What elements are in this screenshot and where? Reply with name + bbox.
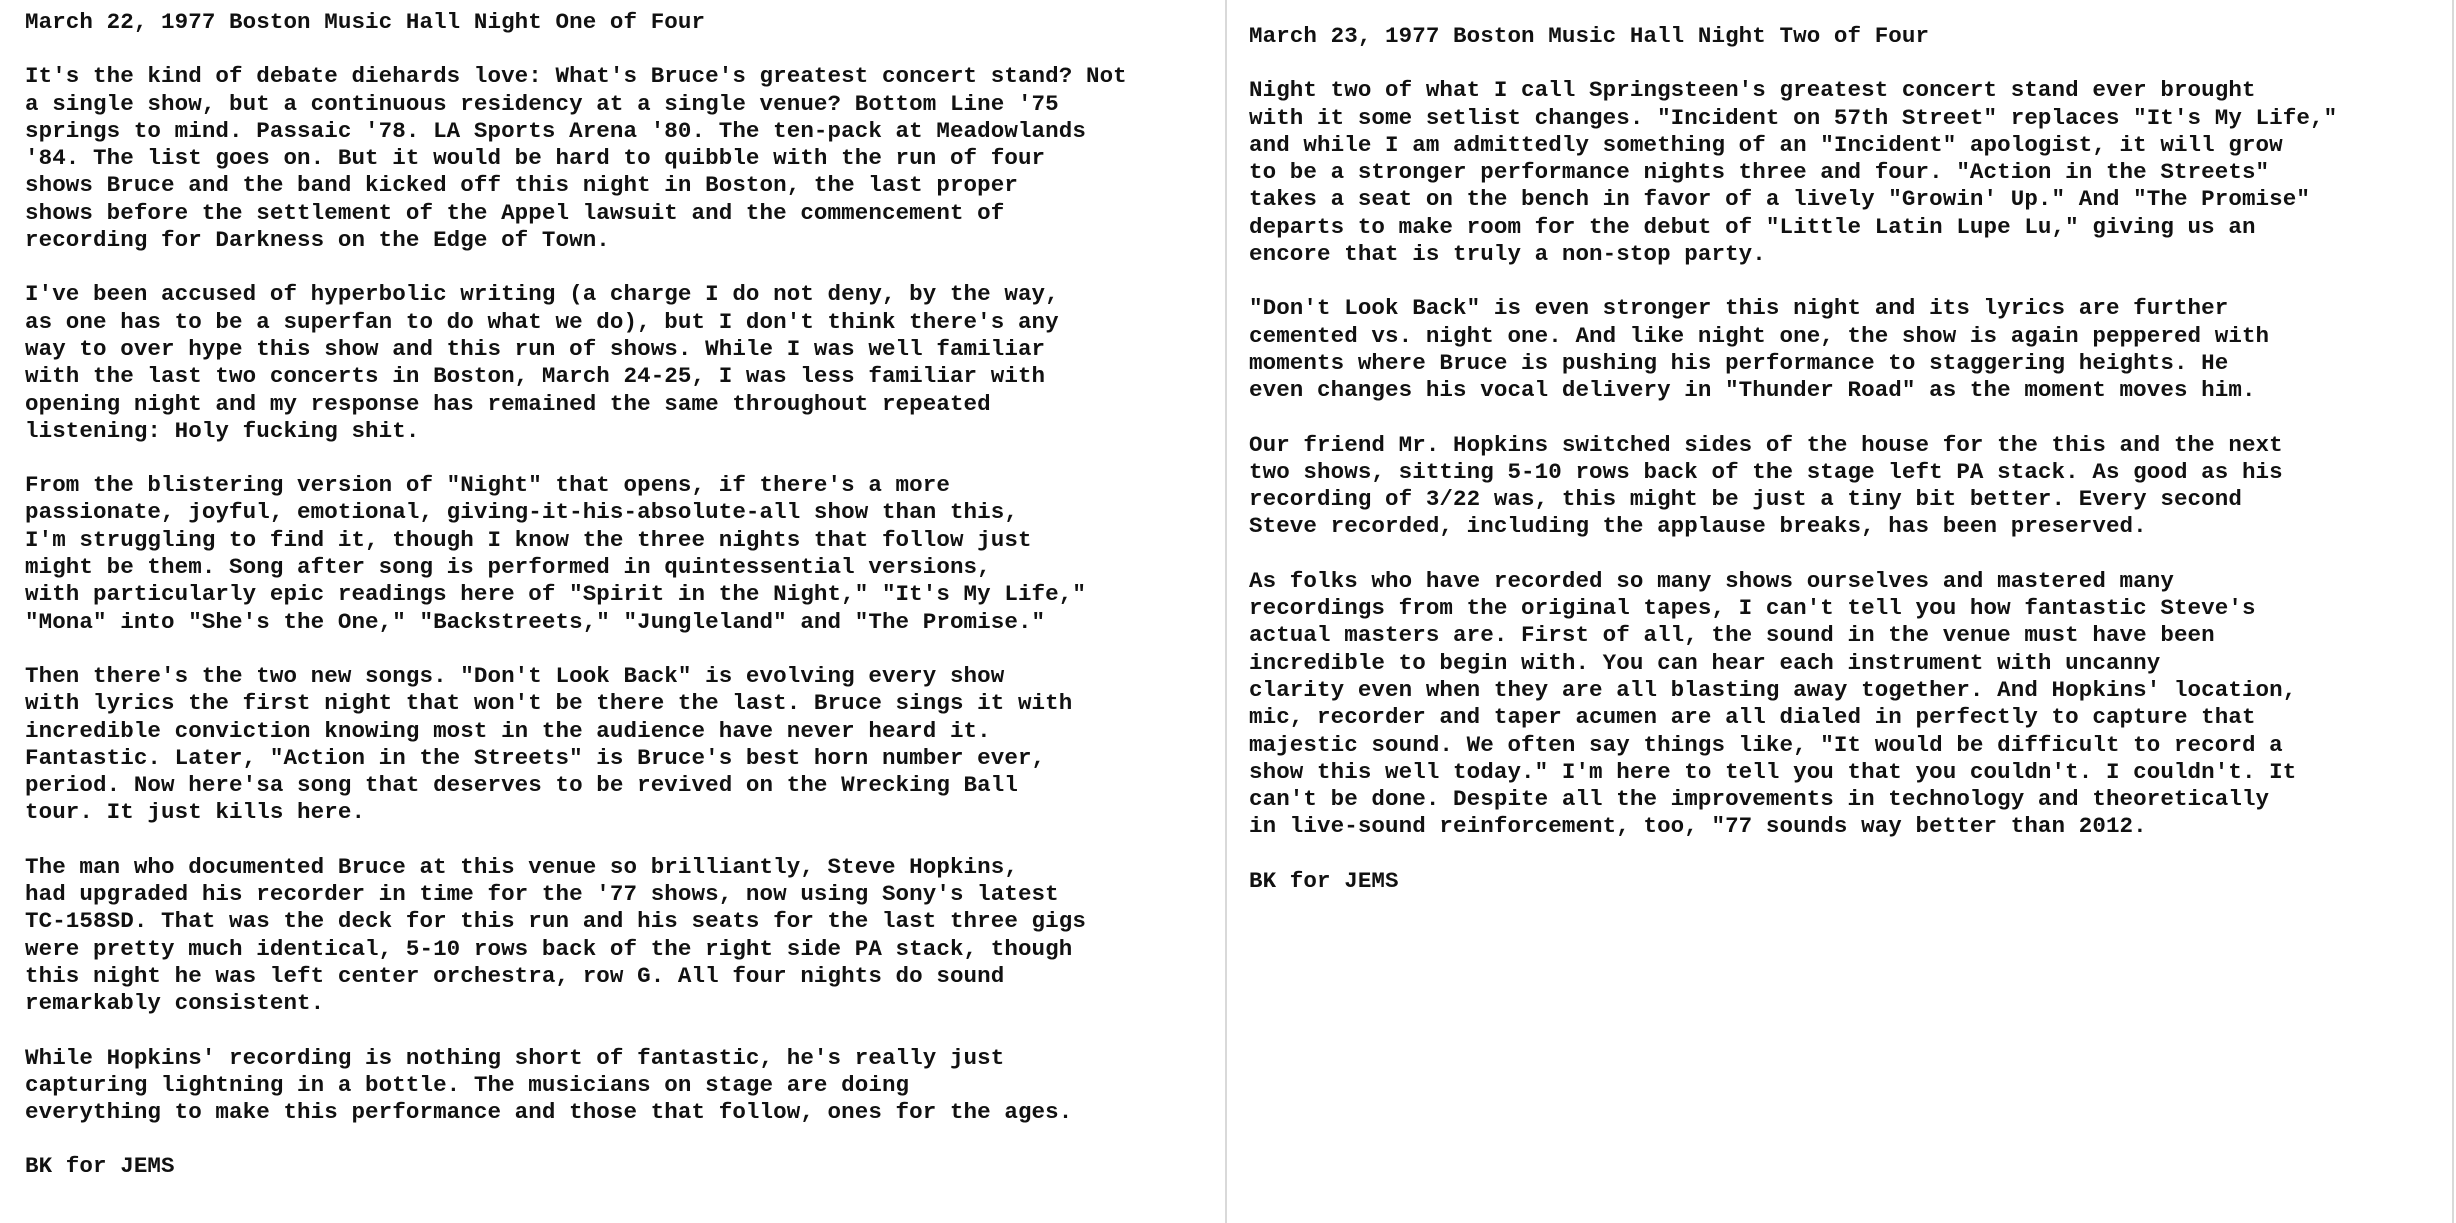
right-page-body bbox=[1249, 77, 2432, 840]
text-line: Then there's the two new songs. "Don't Look Back" is evolving every show bbox=[25, 662, 1005, 689]
text-line: with lyrics the first night that won't be there the last. Bruce sings it with bbox=[25, 690, 1073, 717]
text-line: The man who documented Bruce at this venue so brilliantly, Steve Hopkins, bbox=[25, 853, 1018, 880]
text-line: mic, recorder and taper acumen are all dialed in perfectly to capture that bbox=[1249, 704, 2256, 731]
text-line: with it some setlist changes. "Incident on 57th Street" replaces "It's My Life," bbox=[1249, 104, 2338, 131]
text-line: tour. It just kills here. bbox=[25, 799, 366, 826]
paragraph bbox=[25, 472, 1205, 636]
text-line: incredible conviction knowing most in the audience have never heard it. bbox=[25, 717, 991, 744]
text-line: had upgraded his recorder in time for the '77 shows, now using Sony's latest bbox=[25, 881, 1059, 908]
text-line: incredible to begin with. You can hear each instrument with uncanny bbox=[1249, 649, 2161, 676]
text-line: remarkably consistent. bbox=[25, 990, 325, 1017]
text-line: Night two of what I call Springsteen's greatest concert stand ever brought bbox=[1249, 77, 2256, 104]
paragraph bbox=[25, 1045, 1205, 1127]
text-line: as one has to be a superfan to do what we do), but I don't think there's any bbox=[25, 308, 1059, 335]
text-line: a single show, but a continuous residency at a single venue? Bottom Line '75 bbox=[25, 90, 1059, 117]
left-page-body bbox=[25, 63, 1205, 1126]
text-line: '84. The list goes on. But it would be hard to quibble with the run of four bbox=[25, 145, 1046, 172]
text-line: Our friend Mr. Hopkins switched sides of the house for the this and the next bbox=[1249, 431, 2283, 458]
paragraph bbox=[1249, 432, 2432, 541]
right-page-signature: BK for JEMS bbox=[1249, 867, 1399, 894]
text-line: capturing lightning in a bottle. The musicians on stage are doing bbox=[25, 1071, 910, 1098]
left-page-signature: BK for JEMS bbox=[25, 1153, 175, 1180]
text-line: can't be done. Despite all the improvements in technology and theoretically bbox=[1249, 786, 2270, 813]
text-line: departs to make room for the debut of "Little Latin Lupe Lu," giving us an bbox=[1249, 213, 2256, 240]
text-line: shows Bruce and the band kicked off this night in Boston, the last proper bbox=[25, 172, 1018, 199]
paragraph bbox=[1249, 77, 2432, 268]
paragraph bbox=[25, 663, 1205, 827]
text-line: way to over hype this show and this run of shows. While I was well familiar bbox=[25, 335, 1046, 362]
text-line: I've been accused of hyperbolic writing (a charge I do not deny, by the way, bbox=[25, 281, 1059, 308]
left-page-heading: March 22, 1977 Boston Music Hall Night One of Four bbox=[25, 9, 706, 35]
text-line: recordings from the original tapes, I can't tell you how fantastic Steve's bbox=[1249, 595, 2256, 622]
text-line: everything to make this performance and those that follow, ones for the ages. bbox=[25, 1099, 1073, 1126]
text-line: recording of 3/22 was, this might be just a tiny bit better. Every second bbox=[1249, 486, 2242, 513]
right-page-heading: March 23, 1977 Boston Music Hall Night Two of Four bbox=[1249, 23, 1930, 49]
text-line: I'm struggling to find it, though I know the three nights that follow just bbox=[25, 526, 1032, 553]
text-line: "Don't Look Back" is even stronger this night and its lyrics are further bbox=[1249, 295, 2229, 322]
text-line: show this well today." I'm here to tell you that you couldn't. I couldn't. It bbox=[1249, 758, 2297, 785]
text-line: cemented vs. night one. And like night one, the show is again peppered with bbox=[1249, 322, 2270, 349]
text-line: two shows, sitting 5-10 rows back of the stage left PA stack. As good as his bbox=[1249, 458, 2283, 485]
text-line: encore that is truly a non-stop party. bbox=[1249, 241, 1766, 268]
paragraph bbox=[1249, 295, 2432, 404]
text-line: clarity even when they are all blasting away together. And Hopkins' location, bbox=[1249, 676, 2297, 703]
paragraph bbox=[1249, 568, 2432, 841]
text-line: TC-158SD. That was the deck for this run and his seats for the last three gigs bbox=[25, 908, 1086, 935]
text-line: majestic sound. We often say things like, "It would be difficult to record a bbox=[1249, 731, 2283, 758]
text-line: "Mona" into "She's the One," "Backstreets," "Jungleland" and "The Promise." bbox=[25, 608, 1046, 635]
text-line: While Hopkins' recording is nothing short of fantastic, he's really just bbox=[25, 1044, 1005, 1071]
text-line: springs to mind. Passaic '78. LA Sports Arena '80. The ten-pack at Meadowlands bbox=[25, 117, 1086, 144]
text-line: even changes his vocal delivery in "Thunder Road" as the moment moves him. bbox=[1249, 377, 2256, 404]
text-line: From the blistering version of "Night" that opens, if there's a more bbox=[25, 472, 950, 499]
paragraph bbox=[25, 63, 1205, 254]
text-line: As folks who have recorded so many shows ourselves and mastered many bbox=[1249, 567, 2174, 594]
text-line: this night he was left center orchestra, row G. All four nights do sound bbox=[25, 962, 1005, 989]
text-line: Fantastic. Later, "Action in the Streets" is Bruce's best horn number ever, bbox=[25, 744, 1046, 771]
paragraph bbox=[25, 281, 1205, 445]
text-line: might be them. Song after song is performed in quintessential versions, bbox=[25, 554, 991, 581]
text-line: listening: Holy fucking shit. bbox=[25, 417, 420, 444]
text-line: in live-sound reinforcement, too, "77 sounds way better than 2012. bbox=[1249, 813, 2147, 840]
right-page bbox=[1227, 0, 2454, 1223]
left-page bbox=[0, 0, 1227, 1223]
text-line: period. Now here'sa song that deserves to be revived on the Wrecking Ball bbox=[25, 772, 1018, 799]
text-line: opening night and my response has remained the same throughout repeated bbox=[25, 390, 991, 417]
text-line: with the last two concerts in Boston, March 24-25, I was less familiar with bbox=[25, 363, 1046, 390]
text-line: recording for Darkness on the Edge of Town. bbox=[25, 227, 610, 254]
text-line: takes a seat on the bench in favor of a lively "Growin' Up." And "The Promise" bbox=[1249, 186, 2310, 213]
text-line: Steve recorded, including the applause breaks, has been preserved. bbox=[1249, 513, 2147, 540]
text-line: and while I am admittedly something of an "Incident" apologist, it will grow bbox=[1249, 131, 2283, 158]
text-line: with particularly epic readings here of "Spirit in the Night," "It's My Life," bbox=[25, 581, 1086, 608]
text-line: moments where Bruce is pushing his performance to staggering heights. He bbox=[1249, 349, 2229, 376]
paragraph bbox=[25, 854, 1205, 1018]
text-line: to be a stronger performance nights three and four. "Action in the Streets" bbox=[1249, 159, 2270, 186]
text-line: It's the kind of debate diehards love: What's Bruce's greatest concert stand? Not bbox=[25, 63, 1127, 90]
text-line: actual masters are. First of all, the sound in the venue must have been bbox=[1249, 622, 2215, 649]
text-line: shows before the settlement of the Appel lawsuit and the commencement of bbox=[25, 199, 1005, 226]
text-line: were pretty much identical, 5-10 rows back of the right side PA stack, though bbox=[25, 935, 1073, 962]
text-line: passionate, joyful, emotional, giving-it-his-absolute-all show than this, bbox=[25, 499, 1018, 526]
